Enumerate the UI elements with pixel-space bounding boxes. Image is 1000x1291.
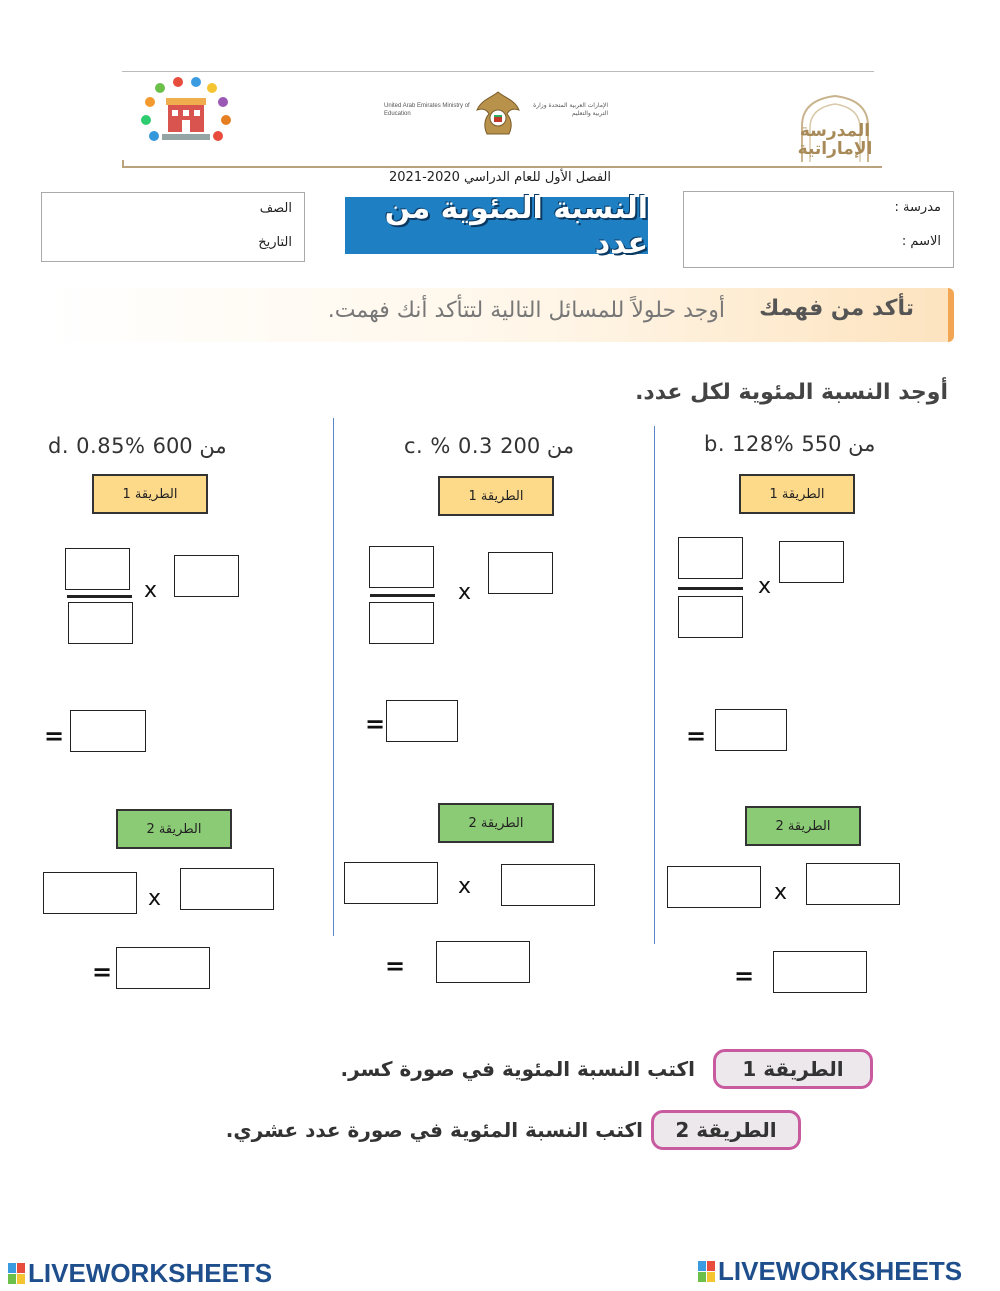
legend-method1-pill: الطريقة 1 [713,1049,873,1089]
equals-sign: = [385,952,406,980]
equals-sign: = [734,962,755,990]
times-sign: x [774,880,788,905]
times-sign: x [458,874,472,899]
worksheet-title: النسبة المئوية من عدد [384,190,648,261]
e-learning-logo-icon [138,76,233,148]
method1-label: الطريقة 1 [92,474,208,514]
check-understanding-text: أوجد حلولاً للمسائل التالية لتتأكد أنك فهمت. [327,298,725,323]
fraction-denominator-input[interactable] [678,596,743,638]
fraction-numerator-input[interactable] [678,537,743,579]
equals-sign: = [686,722,707,750]
number-input[interactable] [501,864,595,906]
class-date-box [41,192,305,262]
fraction-bar [678,587,743,590]
school-label: مدرسة : [894,200,941,215]
fraction-bar [370,594,435,597]
legend-method1-text: اكتب النسبة المئوية في صورة كسر. [340,1057,695,1081]
liveworksheets-logo-icon [8,1263,25,1284]
fraction-denominator-input[interactable] [68,602,133,644]
multiplier-input[interactable] [488,552,553,594]
multiplier-input[interactable] [174,555,239,597]
problem-b: b. 128% من 550 [704,432,876,456]
legend-method2-text: اكتب النسبة المئوية في صورة عدد عشري. [225,1118,643,1142]
school-logo [790,92,880,166]
number-input[interactable] [180,868,274,910]
result-input[interactable] [436,941,530,983]
decimal-input[interactable] [667,866,761,908]
equals-sign: = [44,722,65,750]
multiplier-input[interactable] [779,541,844,583]
method2-label: الطريقة 2 [438,803,554,843]
equals-sign: = [92,958,113,986]
date-label: التاريخ [258,235,292,250]
method1-label: الطريقة 1 [438,476,554,516]
school-logo-text: المدرسة الإماراتية [797,121,873,159]
decimal-input[interactable] [43,872,137,914]
result-input[interactable] [386,700,458,742]
fraction-numerator-input[interactable] [369,546,434,588]
check-understanding-title: تأكد من فهمك [759,296,914,321]
worksheet-title-banner [345,190,648,261]
column-divider [654,426,655,944]
liveworksheets-brand-text: LIVEWORKSHEETS [718,1256,963,1286]
decimal-input[interactable] [344,862,438,904]
column-divider [333,418,334,936]
result-input[interactable] [70,710,146,752]
uae-emblem-icon [473,88,523,140]
main-question: أوجد النسبة المئوية لكل عدد. [635,380,948,405]
fraction-denominator-input[interactable] [369,602,434,644]
number-input[interactable] [806,863,900,905]
times-sign: x [148,886,162,911]
times-sign: x [758,574,772,599]
problem-c: c. % 0.3 من 200 [404,434,575,458]
result-input[interactable] [715,709,787,751]
fraction-bar [67,595,132,598]
ministry-name-english: United Arab Emirates Ministry of Education [384,103,470,117]
result-input[interactable] [773,951,867,993]
method2-label: الطريقة 2 [116,809,232,849]
result-input[interactable] [116,947,210,989]
ministry-name-arabic: الإمارات العربية المتحدة وزارة التربية والتعليم [533,102,608,117]
liveworksheets-brand [8,1258,272,1289]
class-label: الصف [259,201,292,216]
header-frame-rule [122,160,882,168]
liveworksheets-brand-text: LIVEWORKSHEETS [28,1258,273,1288]
equals-sign: = [365,710,386,738]
problem-d: d. 0.85% من 600 [48,434,227,458]
legend-method2-pill: الطريقة 2 [651,1110,801,1150]
times-sign: x [144,578,158,603]
liveworksheets-logo-icon [698,1261,715,1282]
method2-label: الطريقة 2 [745,806,861,846]
name-label: الاسم : [901,234,941,249]
academic-term: الفصل الأول للعام الدراسي 2020-2021 [389,170,611,185]
method1-label: الطريقة 1 [739,474,855,514]
times-sign: x [458,580,472,605]
school-name-box [683,191,954,268]
header-top-rule [122,71,874,72]
liveworksheets-brand [698,1256,962,1287]
fraction-numerator-input[interactable] [65,548,130,590]
